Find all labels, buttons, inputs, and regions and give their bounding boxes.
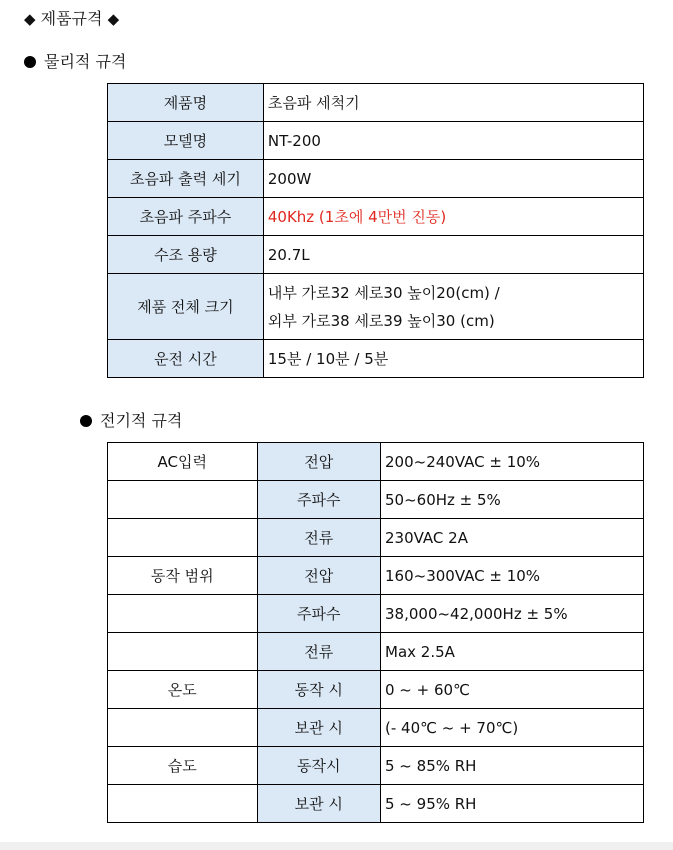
bullet-icon <box>24 56 36 68</box>
physical-spec-heading <box>24 52 126 72</box>
page-title-text: 제품규격 <box>40 9 103 28</box>
spec-label: 동작시 <box>257 747 380 785</box>
spec-category <box>108 785 258 823</box>
spec-label: 보관 시 <box>257 785 380 823</box>
spec-value: 5 ~ 85% RH <box>381 747 644 785</box>
spec-label: 모델명 <box>108 122 264 160</box>
spec-value: 200~240VAC ± 10% <box>381 443 644 481</box>
spec-label: 전압 <box>257 557 380 595</box>
spec-label: 주파수 <box>257 481 380 519</box>
spec-value: 160~300VAC ± 10% <box>381 557 644 595</box>
table-row <box>108 747 644 785</box>
spec-category <box>108 709 258 747</box>
spec-category: 습도 <box>108 747 258 785</box>
spec-value: NT-200 <box>263 122 643 160</box>
diamond-icon: ◆ <box>24 10 36 28</box>
table-row <box>108 340 644 378</box>
spec-value: Max 2.5A <box>381 633 644 671</box>
electrical-spec-heading-text: 전기적 규격 <box>100 411 183 430</box>
spec-label: 초음파 출력 세기 <box>108 160 264 198</box>
table-row <box>108 557 644 595</box>
spec-category <box>108 519 258 557</box>
spec-category: 온도 <box>108 671 258 709</box>
table-row <box>108 481 644 519</box>
spec-category <box>108 481 258 519</box>
table-row <box>108 519 644 557</box>
bullet-icon <box>80 415 92 427</box>
spec-label: 전류 <box>257 633 380 671</box>
spec-label: 전압 <box>257 443 380 481</box>
spec-label: 전류 <box>257 519 380 557</box>
table-row <box>108 122 644 160</box>
spec-value-line: 외부 가로38 세로39 높이30 (cm) <box>267 311 495 330</box>
table-row <box>108 236 644 274</box>
electrical-spec-heading <box>80 411 182 431</box>
spec-value <box>263 274 643 340</box>
spec-label: 초음파 주파수 <box>108 198 264 236</box>
spec-value: (- 40℃ ~ + 70℃) <box>381 709 644 747</box>
spec-label: 제품명 <box>108 84 264 122</box>
page-footer-strip <box>0 842 673 850</box>
electrical-spec-table <box>107 442 644 823</box>
spec-label: 주파수 <box>257 595 380 633</box>
table-row <box>108 160 644 198</box>
spec-label: 동작 시 <box>257 671 380 709</box>
page-title <box>24 9 119 29</box>
spec-value: 230VAC 2A <box>381 519 644 557</box>
table-row <box>108 595 644 633</box>
spec-category <box>108 595 258 633</box>
spec-value-line: 내부 가로32 세로30 높이20(cm) / <box>267 283 500 302</box>
spec-value: 5 ~ 95% RH <box>381 785 644 823</box>
spec-label: 제품 전체 크기 <box>108 274 264 340</box>
physical-spec-heading-text: 물리적 규격 <box>44 52 127 71</box>
spec-label: 수조 용량 <box>108 236 264 274</box>
spec-value: 15분 / 10분 / 5분 <box>263 340 643 378</box>
spec-value: 38,000~42,000Hz ± 5% <box>381 595 644 633</box>
spec-value: 0 ~ + 60℃ <box>381 671 644 709</box>
spec-value: 200W <box>263 160 643 198</box>
table-row <box>108 198 644 236</box>
table-row <box>108 274 644 340</box>
table-row <box>108 633 644 671</box>
table-row <box>108 709 644 747</box>
table-row <box>108 785 644 823</box>
table-row <box>108 84 644 122</box>
spec-category: AC입력 <box>108 443 258 481</box>
spec-value: 50~60Hz ± 5% <box>381 481 644 519</box>
spec-value-highlight: 40Khz (1초에 4만번 진동) <box>263 198 643 236</box>
spec-category <box>108 633 258 671</box>
spec-category: 동작 범위 <box>108 557 258 595</box>
spec-label: 보관 시 <box>257 709 380 747</box>
diamond-icon: ◆ <box>107 10 120 28</box>
physical-spec-table <box>107 83 644 378</box>
table-row <box>108 671 644 709</box>
spec-label: 운전 시간 <box>108 340 264 378</box>
table-row <box>108 443 644 481</box>
spec-value: 20.7L <box>263 236 643 274</box>
spec-value: 초음파 세척기 <box>263 84 643 122</box>
